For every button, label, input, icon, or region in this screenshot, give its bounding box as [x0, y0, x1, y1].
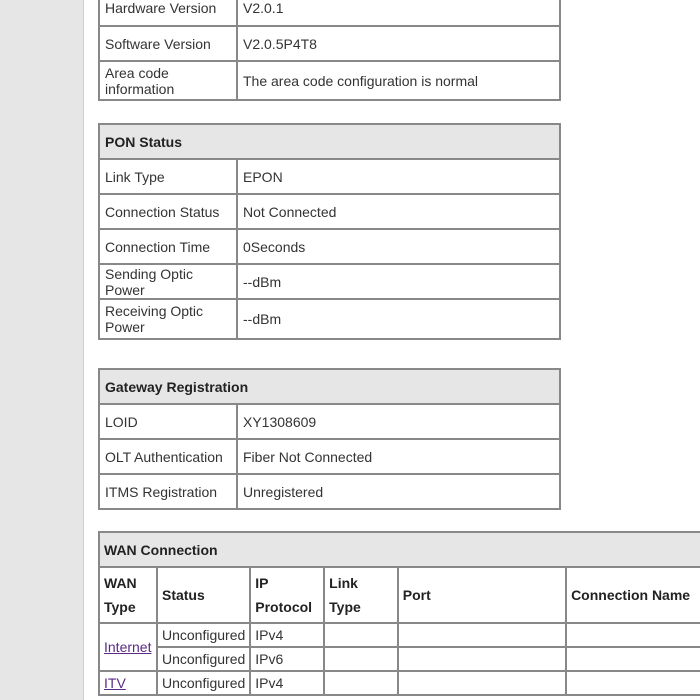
link-type-cell	[324, 623, 398, 647]
col-header-wan-type: WAN Type	[99, 567, 157, 623]
pon-row-receiving-power	[99, 299, 560, 339]
port-cell	[398, 647, 566, 671]
col-header-status: Status	[157, 567, 250, 623]
link-type-label: Link Type	[99, 159, 237, 194]
receiving-power-label: Receiving Optic Power	[99, 299, 237, 339]
content-panel	[83, 0, 700, 700]
port-cell	[398, 623, 566, 647]
port-cell	[398, 671, 566, 695]
gateway-registration-title: Gateway Registration	[99, 369, 560, 404]
internet-link[interactable]: Internet	[104, 639, 152, 655]
wan-type-internet-cell	[99, 623, 157, 671]
sending-power-value: --dBm	[237, 264, 560, 299]
connection-time-label: Connection Time	[99, 229, 237, 264]
pon-row-sending-power	[99, 264, 560, 299]
table-row	[99, 623, 700, 647]
connection-status-label: Connection Status	[99, 194, 237, 229]
itms-registration-value: Unregistered	[237, 474, 560, 509]
area-code-value: The area code configuration is normal	[237, 61, 560, 100]
pon-status-header	[99, 124, 560, 159]
itms-registration-label: ITMS Registration	[99, 474, 237, 509]
area-code-label: Area code information	[99, 61, 237, 100]
connection-name-cell	[566, 623, 700, 647]
table-row	[99, 647, 700, 671]
gateway-registration-header	[99, 369, 560, 404]
protocol-cell: IPv6	[250, 647, 324, 671]
gateway-registration-table	[98, 368, 561, 510]
loid-label: LOID	[99, 404, 237, 439]
gw-row-loid	[99, 404, 560, 439]
software-version-value: V2.0.5P4T8	[237, 26, 560, 61]
connection-time-value: 0Seconds	[237, 229, 560, 264]
olt-authentication-value: Fiber Not Connected	[237, 439, 560, 474]
pon-row-connection-time	[99, 229, 560, 264]
sending-power-label: Sending Optic Power	[99, 264, 237, 299]
loid-value: XY1308609	[237, 404, 560, 439]
table-row	[99, 671, 700, 695]
hardware-version-label: Hardware Version	[99, 0, 237, 26]
col-header-ip-protocol: IP Protocol	[250, 567, 324, 623]
info-row-hardware-version	[99, 0, 560, 26]
status-cell: Unconfigured	[157, 647, 250, 671]
wan-connection-header	[99, 532, 700, 567]
pon-row-link-type	[99, 159, 560, 194]
status-cell: Unconfigured	[157, 671, 250, 695]
link-type-cell	[324, 647, 398, 671]
col-header-connection-name: Connection Name	[566, 567, 700, 623]
info-row-software-version	[99, 26, 560, 61]
device-info-table	[98, 0, 561, 101]
status-cell: Unconfigured	[157, 623, 250, 647]
connection-name-cell	[566, 647, 700, 671]
col-header-link-type: Link Type	[324, 567, 398, 623]
hardware-version-value: V2.0.1	[237, 0, 560, 26]
link-type-cell	[324, 671, 398, 695]
protocol-cell: IPv4	[250, 671, 324, 695]
gw-row-olt-authentication	[99, 439, 560, 474]
connection-name-cell	[566, 671, 700, 695]
pon-status-title: PON Status	[99, 124, 560, 159]
wan-connection-title: WAN Connection	[99, 532, 700, 567]
connection-status-value: Not Connected	[237, 194, 560, 229]
info-row-area-code	[99, 61, 560, 100]
col-header-port: Port	[398, 567, 566, 623]
olt-authentication-label: OLT Authentication	[99, 439, 237, 474]
wan-type-itv-cell	[99, 671, 157, 695]
itv-link[interactable]: ITV	[104, 675, 126, 691]
wan-column-headers	[99, 567, 700, 623]
pon-row-connection-status	[99, 194, 560, 229]
pon-status-table	[98, 123, 561, 340]
receiving-power-value: --dBm	[237, 299, 560, 339]
gw-row-itms-registration	[99, 474, 560, 509]
software-version-label: Software Version	[99, 26, 237, 61]
wan-connection-table	[98, 531, 700, 696]
protocol-cell: IPv4	[250, 623, 324, 647]
link-type-value: EPON	[237, 159, 560, 194]
